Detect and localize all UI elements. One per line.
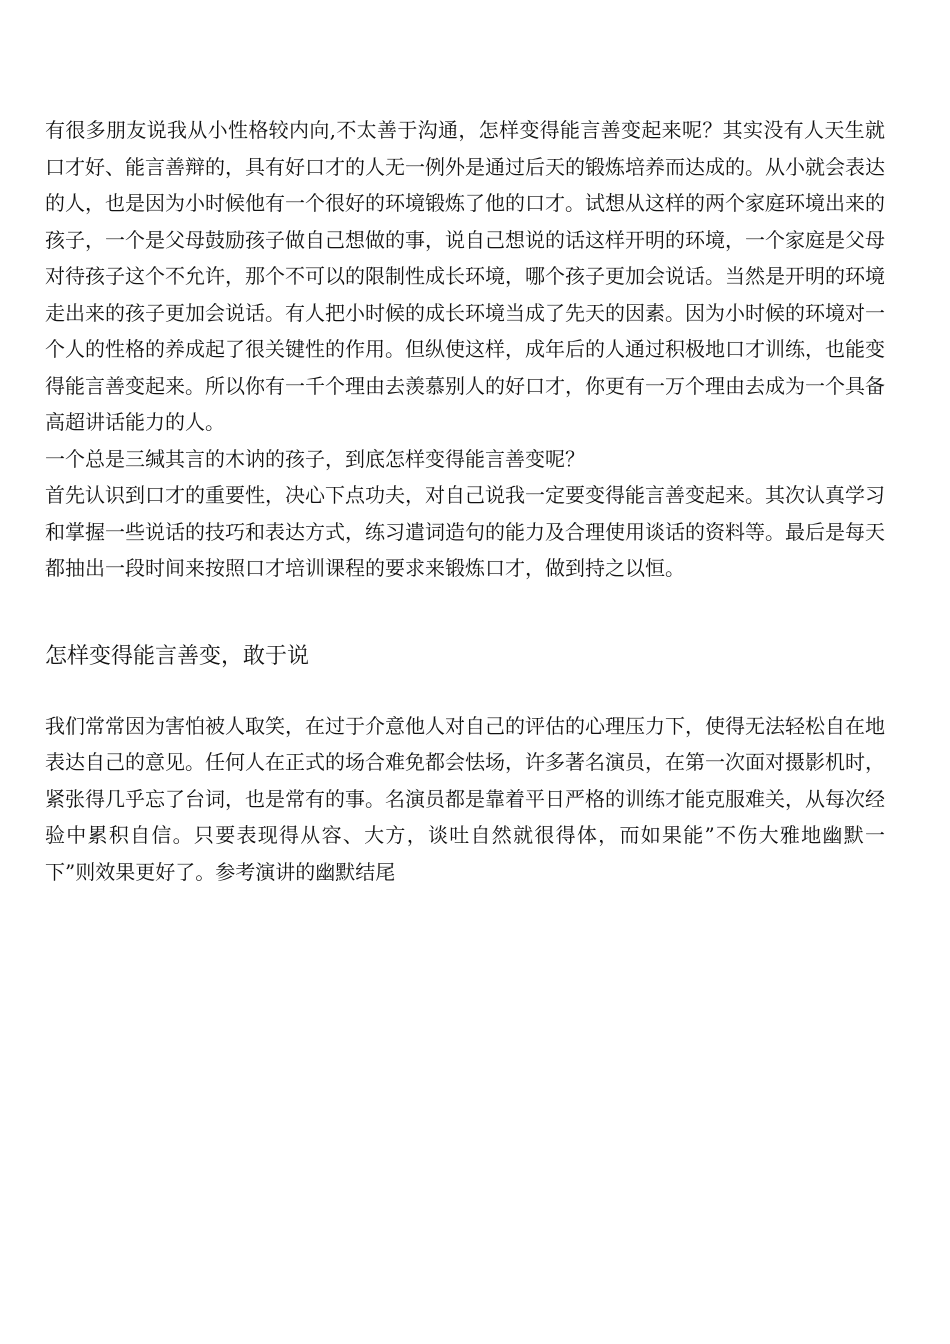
paragraph-intro: 有很多朋友说我从小性格较内向,不太善于沟通，怎样变得能言善变起来呢？其实没有人天生就口才好、能言善辩的，具有好口才的人无一例外是通过后天的锻炼培养而达成的。从小就会表达的人，也是因为小时候他有一个很好的环境锻炼了他的口才。试想从这样的两个家庭环境出来的孩子，一个是父母鼓励孩子做自己想做的事，说自己想说的话这样开明的环境，一个家庭是父母对待孩子这个不允许，那个不可以的限制性成长环境，哪个孩子更加会说话。当然是开明的环境走出来的孩子更加会说话。有人把小时候的成长环境当成了先天的因素。因为小时候的环境对一个人的性格的养成起了很关键性的作用。但纵使这样，成年后的人通过积极地口才训练，也能变得能言善变起来。所以你有一千个理由去羡慕别人的好口才，你更有一万个理由去成为一个具备高超讲话能力的人。	[45, 118, 885, 434]
paragraph-method: 首先认识到口才的重要性，决心下点功夫，对自己说我一定要变得能言善变起来。其次认真学习和掌握一些说话的技巧和表达方式，练习遣词造句的能力及合理使用谈话的资料等。最后是每天都抽出一段时间来按照口才培训课程的要求来锻炼口才，做到持之以恒。	[45, 483, 885, 580]
paragraph-courage: 我们常常因为害怕被人取笑，在过于介意他人对自己的评估的心理压力下，使得无法轻松自在地表达自己的意见。任何人在正式的场合难免都会怯场，许多著名演员，在第一次面对摄影机时，紧张得几乎忘了台词，也是常有的事。名演员都是靠着平日严格的训练才能克服难关，从每次经验中累积自信。只要表现得从容、大方，谈吐自然就很得体，而如果能”不伤大雅地幽默一下”则效果更好了。参考演讲的幽默结尾	[45, 713, 885, 884]
paragraph-question: 一个总是三缄其言的木讷的孩子，到底怎样变得能言善变呢？	[45, 446, 585, 471]
section-heading: 怎样变得能言善变，敢于说	[45, 643, 310, 669]
courage-section	[45, 708, 885, 891]
document-page	[45, 112, 885, 890]
intro-section	[45, 112, 885, 587]
